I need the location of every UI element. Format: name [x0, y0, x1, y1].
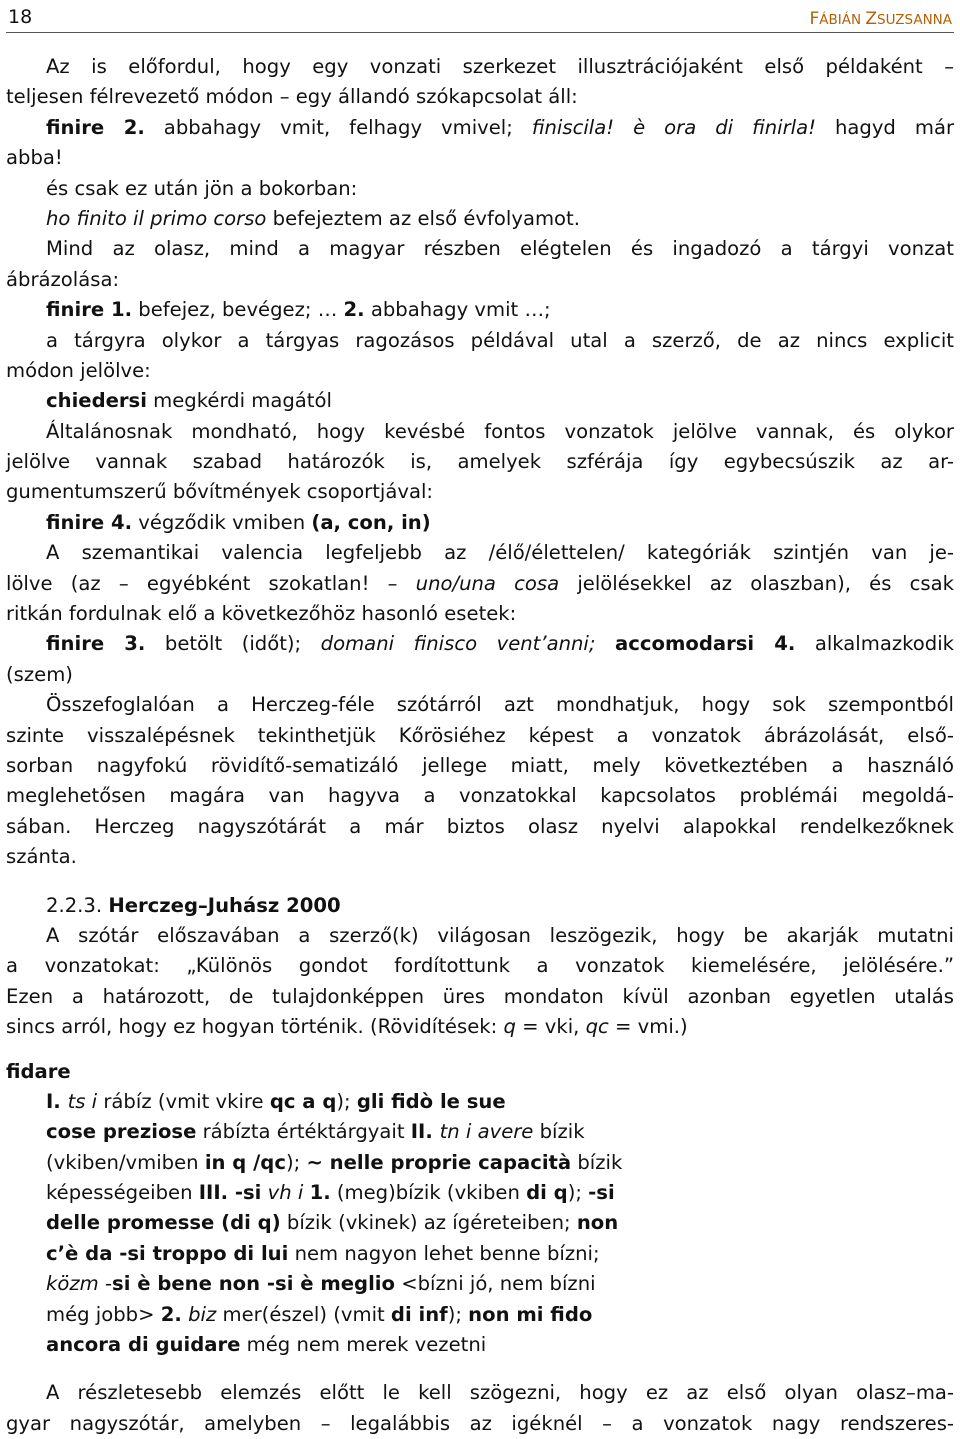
entry-line	[6, 1208, 954, 1238]
text-line: meglehetősen magára van hagyva a vonzatokkal kapcsolatos problémái megoldá-	[6, 784, 954, 808]
text-run: <bízni jó, nem bízni	[394, 1272, 596, 1296]
paragraph-gap	[6, 1043, 954, 1057]
text-line: A szemantikai valencia legfeljebb az /élő/élettelen/ kategóriák szintjén van je-	[46, 541, 954, 565]
page-number: 18	[8, 6, 33, 28]
example-phrase: gli fidò le sue	[356, 1089, 506, 1113]
text-line: szinte visszalépésnek tekinthetjük Kőrösiéhez képest a vonzatok ábrázolását, első-	[6, 723, 954, 747]
text-run: bízik (vkinek) az ígéreteiben;	[280, 1211, 577, 1235]
entry-line	[6, 1117, 954, 1147]
text-line	[6, 1012, 954, 1042]
text-run: befejeztem az első évfolyamot.	[266, 206, 580, 230]
running-header	[6, 0, 954, 33]
grammar-label: biz	[188, 1302, 217, 1326]
text-run: );	[285, 1150, 307, 1174]
text-run: nem nagyon lehet benne bízni;	[288, 1241, 600, 1265]
sense-number: 2.	[160, 1302, 182, 1326]
text-line: Az is előfordul, hogy egy vonzati szerkezet illusztrációjaként első példaként –	[46, 55, 954, 78]
section-number: 2.2.3.	[46, 893, 109, 917]
text-line	[6, 569, 954, 599]
text-line: sorban nagyfokú rövidítő-sematizáló jellege miatt, mely következtében a használó	[6, 753, 954, 777]
roman-numeral: I.	[46, 1089, 68, 1113]
text-run: végződik vmiben	[132, 510, 312, 534]
text-run: alkalmazkodik	[795, 632, 954, 656]
headword: fidare	[6, 1059, 71, 1083]
text-line: abba!	[6, 146, 63, 170]
text-run: jelölésekkel az olaszban), és csak	[559, 571, 954, 595]
example-headword: accomodarsi 4.	[615, 632, 796, 656]
entry-line	[6, 1148, 954, 1178]
entry-headword	[6, 1057, 954, 1087]
text-line: gyar nagyszótár, amelyben – legalábbis az igéknél – a vonzatok nagy rendszeres-	[6, 1411, 954, 1435]
example-phrase: -si	[588, 1181, 615, 1205]
example-phrase: delle promesse (di q)	[46, 1211, 281, 1235]
valence-pattern: in q /qc	[204, 1150, 286, 1174]
section-heading	[6, 891, 954, 921]
text-line: Összefoglalóan a Herczeg-féle szótárról azt mondhatjuk, hogy sok szempontból	[46, 693, 954, 717]
text-line	[6, 295, 954, 325]
body-text	[6, 52, 954, 1439]
example-phrase: non mi fido	[468, 1302, 593, 1326]
text-line: teljesen félrevezető módon – egy állandó szókapcsolat áll:	[6, 85, 578, 109]
text-run	[595, 632, 615, 655]
entry-line	[6, 1239, 954, 1269]
text-run: befejez, bevégez; …	[132, 298, 344, 322]
text-line: jelölve vannak szabad határozók is, amelyek szférája így egybecsúszik az ar-	[6, 450, 954, 474]
example-phrase: cose preziose	[46, 1120, 197, 1144]
text-line: A részletesebb elemzés előtt le kell szögezni, hogy ez az első olyan olasz–ma-	[46, 1381, 954, 1405]
valence-pattern: qc a q	[269, 1089, 337, 1113]
example-phrase: ancora di guidare	[46, 1333, 241, 1357]
text-run: hagyd már	[815, 115, 955, 139]
example-headword: finire 2.	[46, 115, 145, 139]
text-line: szánta.	[6, 845, 77, 869]
grammar-label: tn i avere	[439, 1120, 534, 1144]
author-small-last: SUZSANNA	[877, 12, 952, 28]
text-line: Mind az olasz, mind a magyar részben elégtelen és ingadozó a tárgyi vonzat	[46, 237, 954, 261]
italic-example: ho finito il primo corso	[46, 206, 267, 230]
text-line: módon jelölve:	[6, 358, 151, 382]
text-line: A szótár előszavában a szerző(k) világosan leszögezik, hogy be akarják mutatni	[46, 923, 954, 947]
text-run: bízik	[533, 1120, 585, 1144]
text-run: (vkiben/vmiben	[46, 1150, 205, 1174]
text-line	[6, 629, 954, 659]
entry-line	[6, 1087, 954, 1117]
author-initial-last: Z	[865, 9, 878, 29]
entry-line	[6, 1300, 954, 1330]
text-run: = vmi.)	[608, 1015, 688, 1039]
text-line: és csak ez után jön a bokorban:	[46, 176, 358, 200]
text-line: sában. Herczeg nagyszótárát a már biztos olasz nyelvi alapokkal rendelkezőknek	[6, 814, 954, 838]
text-line: (szem)	[6, 662, 73, 686]
italic-example: finiscila! è ora di finirla!	[531, 115, 816, 139]
valence-pattern: di q	[526, 1181, 568, 1205]
entry-line	[6, 1269, 954, 1299]
entry-line	[6, 1330, 954, 1360]
abbr-qc: qc	[585, 1015, 609, 1039]
text-run: lölve (az – egyébként szokatlan! –	[6, 571, 416, 595]
text-run: abbahagy vmit, felhagy vmivel;	[144, 115, 532, 139]
grammar-label: közm	[46, 1272, 99, 1296]
text-run: bízik	[571, 1150, 623, 1174]
paragraph-gap	[6, 1360, 954, 1378]
text-run: );	[447, 1302, 469, 1326]
author-small-first: ÁBIÁN	[819, 12, 866, 28]
text-line: gumentumszerű bővítmények csoportjával:	[6, 480, 434, 504]
example-headword: chiedersi	[46, 389, 147, 413]
example-phrase: ~ nelle proprie capacità	[306, 1150, 572, 1174]
author-initial-first: F	[809, 9, 820, 29]
example-phrase: c’è da -si troppo di lui	[46, 1241, 289, 1265]
abbr-q: q	[503, 1015, 516, 1039]
valence-pattern: di inf	[390, 1302, 448, 1326]
text-line	[6, 508, 954, 538]
text-run: = vki,	[515, 1015, 586, 1039]
example-headword: finire 3.	[46, 632, 146, 656]
text-run: -	[98, 1272, 113, 1296]
text-run: még nem merek vezetni	[240, 1333, 487, 1357]
running-author	[810, 4, 953, 35]
text-line: Ezen a határozott, de tulajdonképpen üres mondaton kívül azonban egyetlen utalás	[6, 984, 954, 1008]
text-run: abbahagy vmit …;	[364, 298, 551, 322]
grammar-label: ts i	[67, 1089, 98, 1113]
entry-line	[6, 1178, 954, 1208]
text-line	[6, 386, 954, 416]
text-line: a tárgyra olykor a tárgyas ragozásos példával utal a szerző, de az nincs explicit	[46, 328, 954, 352]
text-run: képességeiben	[46, 1181, 199, 1205]
text-line: ábrázolása:	[6, 267, 120, 291]
grammar-label: vh i	[267, 1181, 304, 1205]
example-phrase: non	[576, 1211, 619, 1235]
text-run: mer(észel) (vmit	[216, 1302, 391, 1326]
italic-example: domani finisco vent’anni;	[320, 632, 596, 656]
text-line	[6, 204, 954, 234]
example-headword: finire 1.	[46, 298, 133, 322]
text-run: még jobb>	[46, 1302, 161, 1326]
sense-number: 1.	[309, 1181, 331, 1205]
text-line	[6, 113, 954, 143]
example-headword: finire 4.	[46, 510, 133, 534]
text-run: megkérdi magától	[146, 389, 332, 413]
text-run: );	[336, 1089, 357, 1113]
text-line: a vonzatokat: „Különös gondot fordítottunk a vonzatok kiemelésére, jelölésére.”	[6, 954, 954, 978]
text-run: sincs arról, hogy ez hogyan történik. (Rövidítések:	[6, 1015, 504, 1039]
sense-number: 2.	[343, 298, 365, 322]
italic-example: uno/una cosa	[415, 571, 560, 595]
section-title: Herczeg–Juhász 2000	[108, 893, 341, 917]
text-run: (meg)bízik (vkiben	[330, 1181, 527, 1205]
preposition-list: (a, con, in)	[311, 510, 431, 534]
text-run: rábízta értéktárgyait	[196, 1120, 411, 1144]
text-run: );	[567, 1181, 589, 1205]
text-run: rábíz (vmit vkire	[97, 1089, 270, 1113]
text-line: Általánosnak mondható, hogy kevésbé fontos vonzatok jelölve vannak, és olykor	[46, 419, 954, 443]
paragraph-gap	[6, 873, 954, 891]
roman-numeral: II.	[410, 1120, 440, 1144]
text-run: betölt (időt);	[145, 632, 321, 656]
roman-numeral: III. -si	[198, 1181, 262, 1205]
example-phrase: si è bene non -si è meglio	[112, 1272, 395, 1296]
text-line: ritkán fordulnak elő a következőhöz hasonló esetek:	[6, 602, 517, 626]
